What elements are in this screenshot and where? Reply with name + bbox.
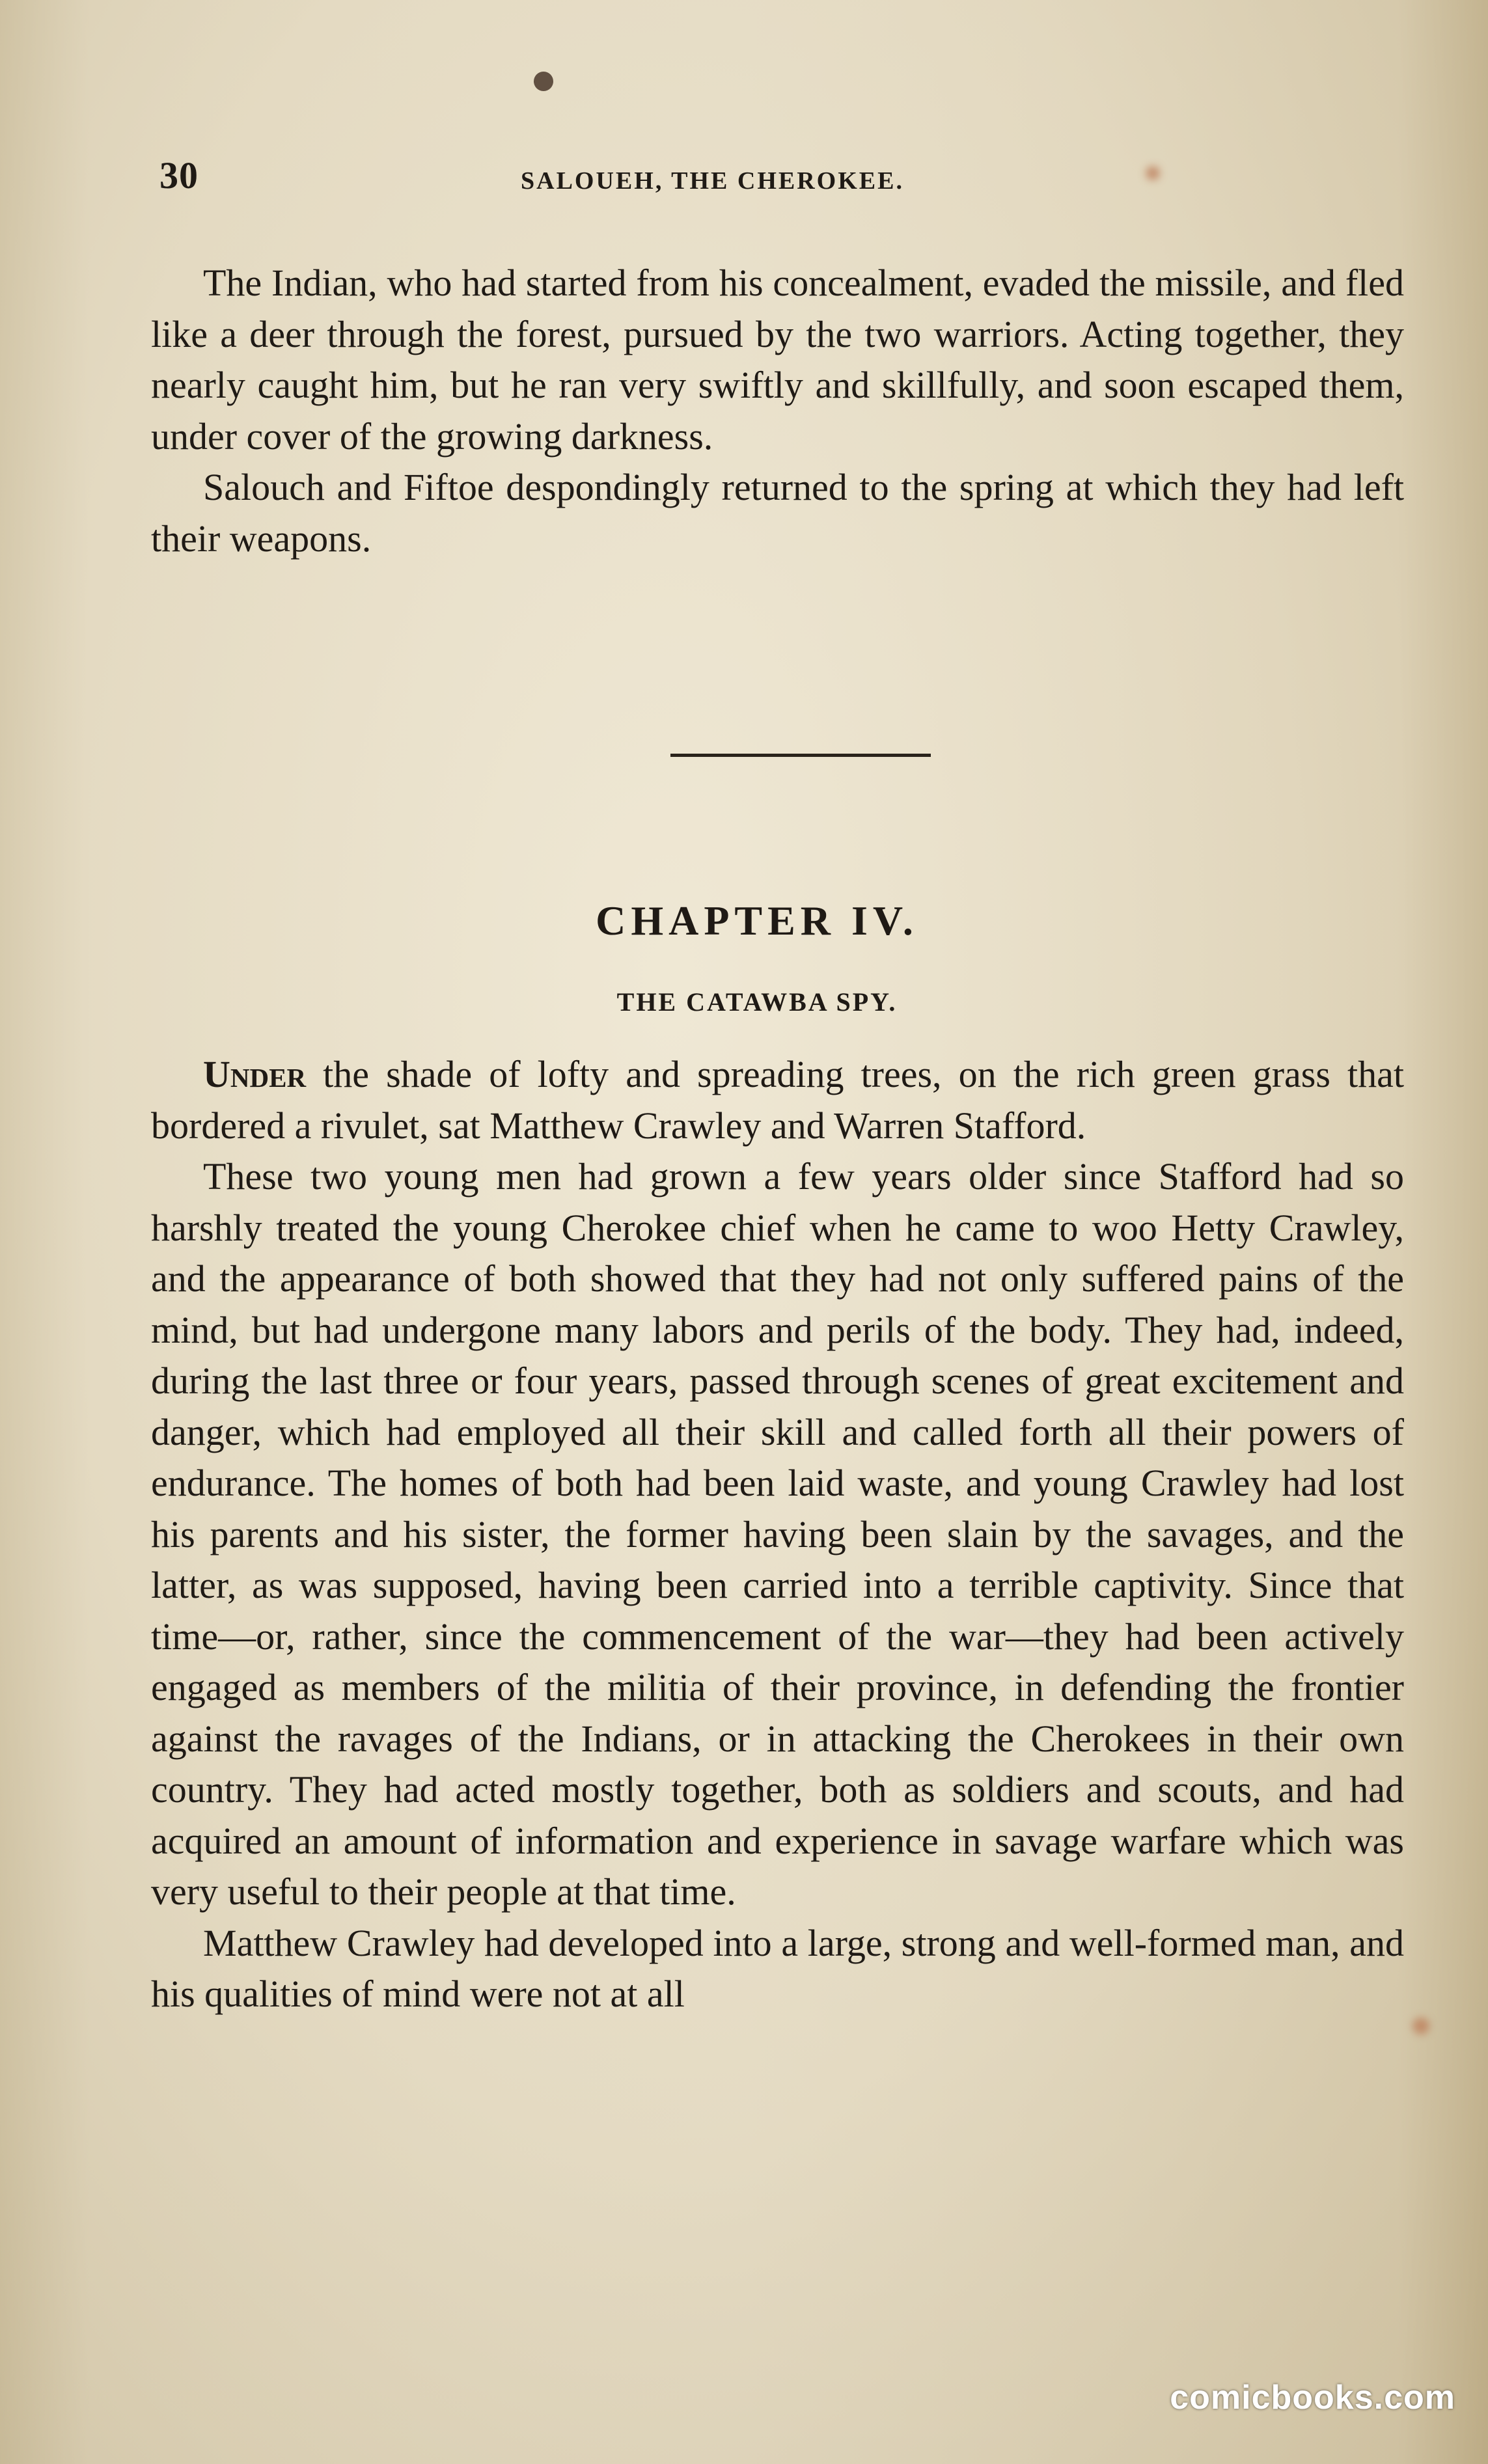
section-one-text [151,258,1404,564]
paragraph: These two young men had grown a few years older since Stafford had so harshly treated the young Cherokee chief when he came to woo Hetty Crawley, and the appearance of both showed that they had not only suffered pains of the mind, but had undergone many labors and perils of the body. They had, indeed, during the last three or four years, passed through scenes of great excitement and danger, which had employed all their skill and called forth all their powers of endurance. The homes of both had been laid waste, and young Crawley had lost his parents and his sister, the former having been slain by the savages, and the latter, as was supposed, having been carried into a terrible captivity. Since that time—or, rather, since the commencement of the war—they had been actively engaged as members of the militia of their province, in defending the frontier against the ravages of the Indians, or in attacking the Cherokees in their own country. They had acted mostly together, both as soldiers and scouts, and had acquired an amount of information and experience in savage warfare which was very useful to their people at that time. [151,1155,1404,1913]
paragraph: The Indian, who had started from his concealment, evaded the missile, and fled like a deer through the forest, pursued by the two warriors. Acting together, they nearly caught him, but he ran very swiftly and skillfully, and soon escaped them, under cover of the growing darkness. [151,262,1404,458]
chapter-heading: CHAPTER IV. [596,897,918,944]
paragraph: Salouch and Fiftoe despondingly returned to the spring at which they had left their weapons. [151,466,1404,560]
paragraph: Matthew Crawley had developed into a large, strong and well-formed man, and his qualities of mind were not at all [151,1921,1404,2015]
chapter-subtitle: THE CATAWBA SPY. [616,987,898,1017]
section-separator [670,754,931,757]
ink-spot [534,72,553,91]
stain-spot [1412,2018,1429,2034]
drop-word: Under [203,1053,307,1095]
running-title: SALOUEH, THE CHEROKEE. [521,167,904,195]
watermark: comicbooks.com [1170,2379,1455,2416]
section-two-text [151,1049,1404,2020]
running-head [0,154,1488,206]
page-number: 30 [159,154,199,197]
paragraph-rest: the shade of lofty and spreading trees, on the rich green grass that bordered a rivulet, sat Matthew Crawley and Warren Stafford. [151,1053,1404,1147]
paragraph [151,1049,1404,1151]
